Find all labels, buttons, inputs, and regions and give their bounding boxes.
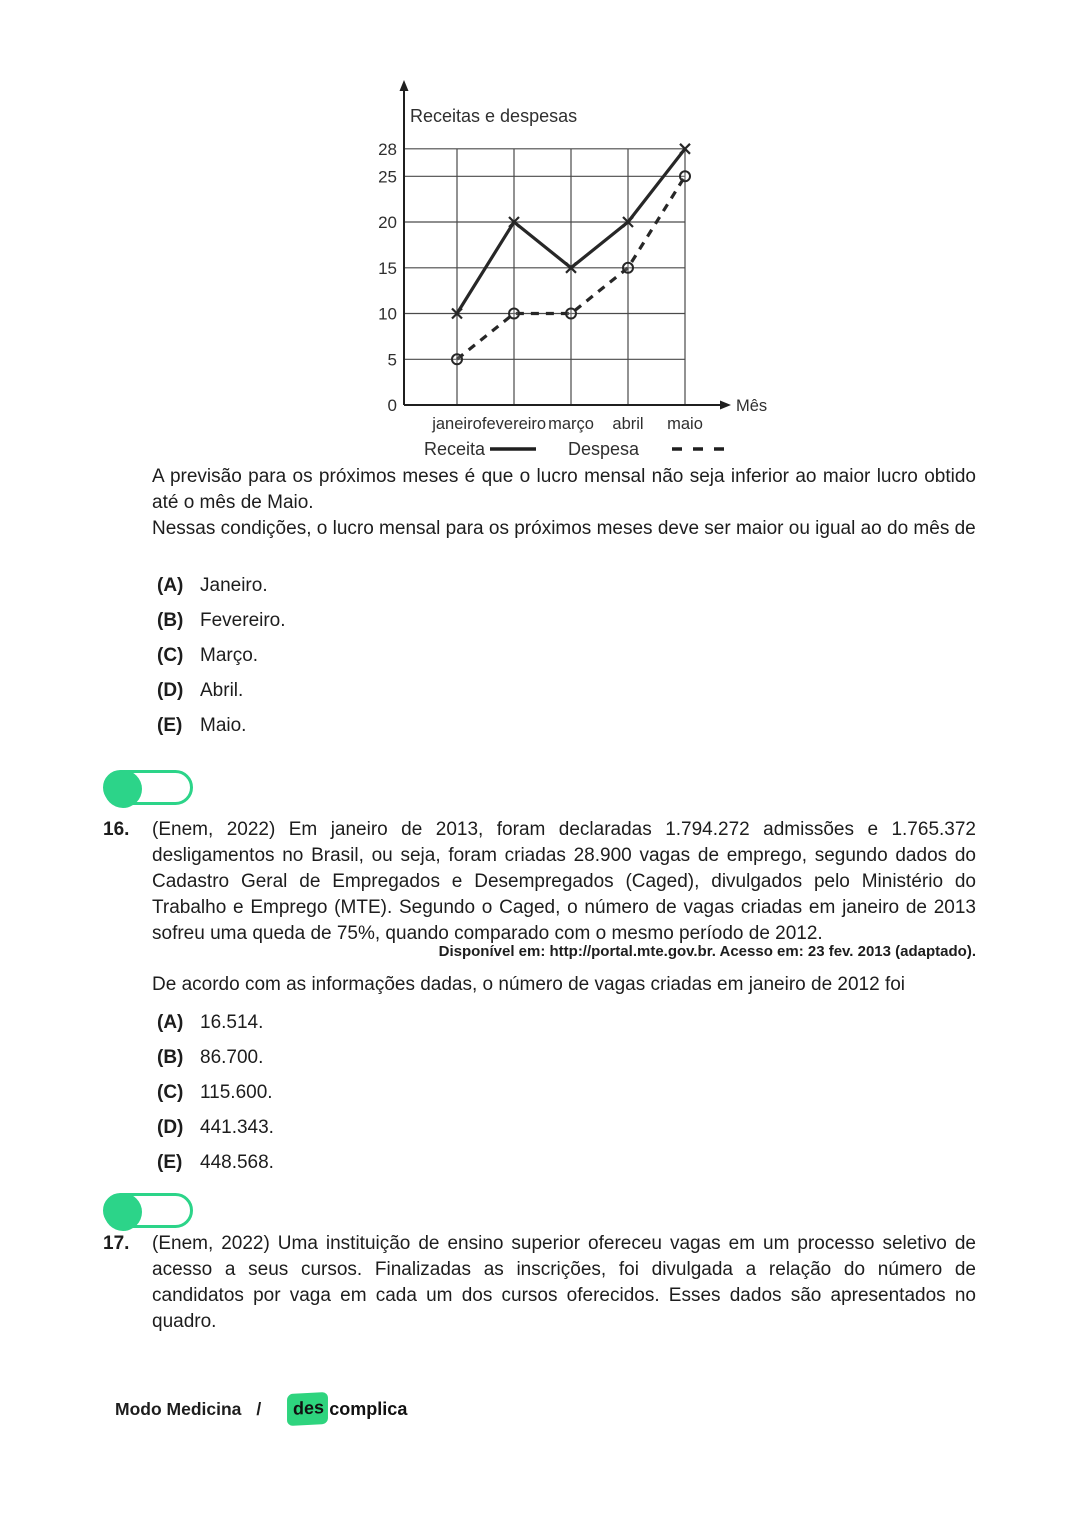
option-row bbox=[157, 608, 286, 634]
y-tick-label: 25 bbox=[378, 167, 397, 187]
chart-title: Receitas e despesas bbox=[410, 106, 578, 126]
revenue-expenses-chart-svg bbox=[360, 80, 780, 465]
despesa-marker bbox=[452, 354, 462, 364]
option-text: 448.568. bbox=[200, 1152, 274, 1173]
q15-text-block bbox=[152, 464, 976, 542]
x-tick-label: abril bbox=[612, 415, 644, 433]
option-row bbox=[157, 643, 286, 669]
despesa-marker bbox=[680, 171, 690, 181]
option-text: 115.600. bbox=[200, 1082, 273, 1103]
option-row bbox=[157, 1115, 274, 1141]
footer bbox=[115, 1393, 407, 1425]
q15-options bbox=[157, 573, 286, 739]
option-row bbox=[157, 573, 286, 599]
despesa-marker bbox=[566, 309, 576, 319]
q17-body: (Enem, 2022) Uma instituição de ensino superior ofereceu vagas em um processo seletivo de acesso a seus cursos. Finalizadas as inscrições, foi divulgada a relação do número de candidatos por vaga em cada um dos cursos oferecidos. Esses dados são apresentados no quadro. bbox=[152, 1233, 976, 1332]
x-tick-label: maio bbox=[667, 415, 703, 433]
x-tick-label: fevereiro bbox=[481, 415, 547, 433]
footer-brand: Modo Medicina bbox=[115, 1398, 242, 1419]
option-letter: (C) bbox=[157, 1082, 184, 1103]
despesa-marker bbox=[509, 309, 519, 319]
despesa-marker bbox=[623, 263, 633, 273]
option-text: 16.514. bbox=[200, 1012, 264, 1033]
option-row bbox=[157, 1150, 274, 1176]
option-letter: (B) bbox=[157, 1047, 184, 1068]
chart-legend bbox=[424, 439, 734, 459]
option-letter: (C) bbox=[157, 645, 184, 666]
logo-des-badge: des bbox=[287, 1392, 328, 1426]
y-tick-label: 5 bbox=[387, 350, 397, 370]
option-letter: (D) bbox=[157, 680, 184, 701]
y-tick-label: 10 bbox=[378, 304, 397, 324]
question-number: 16. bbox=[103, 819, 130, 840]
x-tick-label: janeiro bbox=[432, 415, 482, 433]
y-tick-label: 15 bbox=[378, 258, 397, 278]
q16-body-block bbox=[152, 817, 976, 947]
q15-stem: Nessas condições, o lucro mensal para os próximos meses deve ser maior ou igual ao do mês de bbox=[152, 518, 976, 539]
logo-complica-text: complica bbox=[329, 1398, 408, 1419]
option-text: Janeiro. bbox=[200, 575, 268, 596]
option-letter: (A) bbox=[157, 1012, 184, 1033]
option-letter: (E) bbox=[157, 715, 183, 736]
q16-body: (Enem, 2022) Em janeiro de 2013, foram declaradas 1.794.272 admissões e 1.765.372 desligamentos no Brasil, ou seja, foram criadas 28.900 vagas de emprego, segundo dados do Cadastro Geral de Empregados e Desempregados (Caged), divulgados pelo Ministério do Trabalho e Emprego (MTE). Segundo o Caged, o número de vagas criadas em janeiro de 2013 sofreu uma queda de 75%, quando comparado com o mesmo período de 2012. bbox=[152, 819, 976, 944]
option-text: Março. bbox=[200, 645, 259, 666]
option-letter: (B) bbox=[157, 610, 184, 631]
option-letter: (E) bbox=[157, 1152, 183, 1173]
q16-source: Disponível em: http://portal.mte.gov.br. Acesso em: 23 fev. 2013 (adaptado). bbox=[438, 943, 976, 960]
q16-options bbox=[157, 1010, 274, 1176]
q16-stem-block bbox=[152, 972, 976, 998]
option-row bbox=[157, 1045, 274, 1071]
answer-reveal-toggle[interactable] bbox=[103, 770, 193, 805]
option-text: 86.700. bbox=[200, 1047, 264, 1068]
answer-reveal-toggle[interactable] bbox=[103, 1193, 193, 1228]
option-text: Abril. bbox=[200, 680, 244, 701]
svg-text:Despesa: Despesa bbox=[568, 439, 640, 459]
option-row bbox=[157, 1080, 274, 1106]
option-text: Fevereiro. bbox=[200, 610, 286, 631]
descomplica-logo bbox=[287, 1393, 407, 1425]
option-letter: (D) bbox=[157, 1117, 184, 1138]
y-tick-label: 20 bbox=[378, 213, 397, 232]
option-letter: (A) bbox=[157, 575, 184, 596]
svg-text:Receita: Receita bbox=[423, 439, 485, 459]
question-number: 17. bbox=[103, 1233, 130, 1254]
option-row bbox=[157, 678, 286, 704]
q17-body-block bbox=[152, 1231, 976, 1335]
y-tick-label: 0 bbox=[387, 396, 397, 415]
footer-separator: / bbox=[256, 1398, 262, 1419]
toggle-knob bbox=[104, 770, 142, 808]
option-row bbox=[157, 713, 286, 739]
q16-stem: De acordo com as informações dadas, o número de vagas criadas em janeiro de 2012 foi bbox=[152, 974, 906, 995]
option-text: 441.343. bbox=[200, 1117, 274, 1138]
toggle-knob bbox=[104, 1193, 142, 1231]
q15-intro: A previsão para os próximos meses é que o lucro mensal não seja inferior ao maior lucro obtido até o mês de Maio. bbox=[152, 466, 976, 513]
x-axis-label: Mês bbox=[736, 397, 768, 415]
option-text: Maio. bbox=[200, 715, 247, 736]
y-tick-label: 28 bbox=[378, 139, 397, 159]
x-tick-label: março bbox=[548, 415, 594, 433]
option-row bbox=[157, 1010, 274, 1036]
revenue-expenses-chart bbox=[360, 80, 780, 465]
